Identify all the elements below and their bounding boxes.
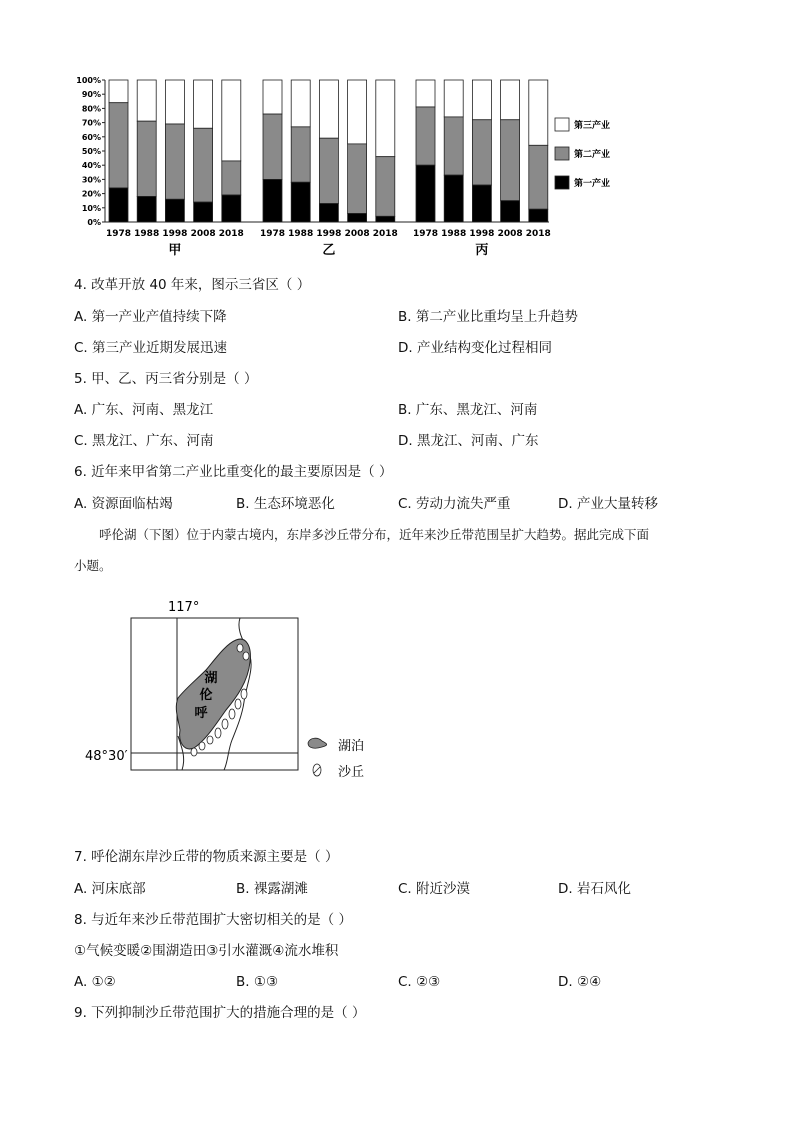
q6-option-c[interactable]: C. 劳动力流失严重 [398,496,511,512]
group-label: 丙 [475,243,489,258]
bar-secondary [263,114,282,179]
legend-dune-icon [313,764,321,776]
x-tick-label: 2018 [218,229,244,239]
bar-tertiary [137,80,156,121]
bar-secondary [319,138,338,203]
y-tick-label: 40% [81,161,101,171]
y-tick-label: 70% [81,118,101,128]
bar-secondary [416,107,435,165]
q4-option-c[interactable]: C. 第三产业近期发展迅速 [74,340,228,356]
longitude-label: 117° [168,600,200,615]
x-tick-label: 1978 [412,229,439,239]
y-tick-label: 30% [81,175,101,185]
x-tick-label: 1978 [259,229,286,239]
x-tick-label: 2018 [525,229,551,239]
group-label: 乙 [322,243,336,258]
q8-option-a[interactable]: A. ①② [74,974,116,990]
bar-secondary [348,144,367,214]
lake-name-char: 湖 [204,671,218,686]
bar-secondary [109,103,128,188]
lake-name-char: 伦 [199,688,213,703]
bar-tertiary [501,80,520,120]
x-tick-label: 2008 [497,229,523,239]
legend-dune-label: 沙丘 [338,765,365,780]
question-4-stem: 4. 改革开放 40 年来，图示三省区（ ） [74,277,311,293]
y-tick-label: 10% [81,203,101,213]
q7-option-c[interactable]: C. 附近沙漠 [398,881,471,897]
q7-option-a[interactable]: A. 河床底部 [74,881,146,897]
q4-option-a[interactable]: A. 第一产业产值持续下降 [74,309,227,325]
bar-tertiary [109,80,128,103]
question-8-stem: 8. 与近年来沙丘带范围扩大密切相关的是（ ） [74,912,352,928]
bar-tertiary [222,80,241,161]
bar-tertiary [376,80,395,157]
x-tick-label: 2018 [372,229,398,239]
map-legend [308,738,364,780]
y-tick-label: 100% [76,76,101,85]
question-6-stem: 6. 近年来甲省第二产业比重变化的最主要原因是（ ） [74,464,393,480]
hulun-lake [176,639,250,749]
group-label: 甲 [168,243,182,258]
bar-tertiary [194,80,213,128]
bar-primary [444,175,463,222]
q5-option-b[interactable]: B. 广东、黑龙江、河南 [398,402,538,418]
q7-option-d[interactable]: D. 岩石风化 [558,881,631,897]
bar-tertiary [529,80,548,145]
bar-primary [263,179,282,222]
bar-tertiary [348,80,367,144]
bar-secondary [165,124,184,199]
x-tick-label: 2008 [190,229,216,239]
bar-primary [222,195,241,222]
bar-primary [529,209,548,222]
q5-option-a[interactable]: A. 广东、河南、黑龙江 [74,402,214,418]
x-tick-label: 1978 [105,229,132,239]
q4-option-b[interactable]: B. 第二产业比重均呈上升趋势 [398,309,578,325]
q8-option-c[interactable]: C. ②③ [398,974,441,990]
legend-label: 第一产业 [574,179,611,189]
q8-option-d[interactable]: D. ②④ [558,974,602,990]
bar-tertiary [444,80,463,117]
x-tick-label: 2008 [344,229,370,239]
legend-lake-icon [308,738,327,748]
bar-tertiary [291,80,310,127]
y-tick-label: 20% [81,189,101,199]
q8-option-b[interactable]: B. ①③ [236,974,279,990]
y-tick-label: 90% [81,90,101,100]
legend-lake-label: 湖泊 [338,739,365,754]
bar-secondary [529,145,548,209]
legend-label: 第三产业 [574,121,611,131]
bar-secondary [501,120,520,201]
x-tick-label: 1998 [162,229,188,239]
latitude-label: 48°30′ [85,749,128,764]
bar-secondary [137,121,156,196]
y-tick-label: 0% [87,218,101,227]
bar-primary [165,199,184,222]
q6-option-a[interactable]: A. 资源面临枯竭 [74,496,173,512]
question-7-stem: 7. 呼伦湖东岸沙丘带的物质来源主要是（ ） [74,849,339,865]
industry-structure-chart [0,0,794,265]
bar-tertiary [263,80,282,114]
bar-tertiary [319,80,338,138]
y-tick-label: 80% [81,104,101,114]
bar-primary [348,213,367,222]
question-5-stem: 5. 甲、乙、丙三省分别是（ ） [74,371,258,387]
q7-option-b[interactable]: B. 裸露湖滩 [236,881,308,897]
passage-intro-line1: 呼伦湖（下图）位于内蒙古境内，东岸多沙丘带分布，近年来沙丘带范围呈扩大趋势。据此完成下面 [99,527,650,542]
x-tick-label: 1988 [134,229,160,239]
q5-option-c[interactable]: C. 黑龙江、广东、河南 [74,433,214,449]
bar-primary [109,188,128,222]
legend-label: 第二产业 [574,150,611,160]
question-9-stem: 9. 下列抑制沙丘带范围扩大的措施合理的是（ ） [74,1005,366,1021]
legend-swatch [555,147,569,160]
x-tick-label: 1998 [469,229,495,239]
q6-option-d[interactable]: D. 产业大量转移 [558,496,658,512]
bar-secondary [194,128,213,202]
bar-primary [319,204,338,222]
lake-name-char: 呼 [194,706,208,721]
bar-primary [291,182,310,222]
bar-secondary [376,157,395,217]
q4-option-d[interactable]: D. 产业结构变化过程相同 [398,340,552,356]
bar-primary [472,185,491,222]
question-8-items: ①气候变暖②围湖造田③引水灌溉④流水堆积 [74,943,339,959]
bar-primary [376,216,395,222]
bar-secondary [222,161,241,195]
x-tick-label: 1988 [288,229,314,239]
bar-secondary [472,120,491,185]
q6-option-b[interactable]: B. 生态环境恶化 [236,496,335,512]
hulun-lake-map [0,590,420,790]
bar-secondary [444,117,463,175]
y-tick-label: 60% [81,132,101,142]
q5-option-d[interactable]: D. 黑龙江、河南、广东 [398,433,539,449]
x-tick-label: 1998 [316,229,342,239]
bar-tertiary [472,80,491,120]
legend-swatch [555,176,569,189]
x-tick-label: 1988 [441,229,467,239]
bar-primary [194,202,213,222]
y-tick-label: 50% [81,147,101,156]
bar-primary [416,165,435,222]
bar-tertiary [165,80,184,124]
legend-swatch [555,118,569,131]
bar-primary [501,201,520,222]
passage-intro-line2: 小题。 [74,558,112,573]
bar-secondary [291,127,310,182]
bar-primary [137,196,156,222]
bar-tertiary [416,80,435,107]
